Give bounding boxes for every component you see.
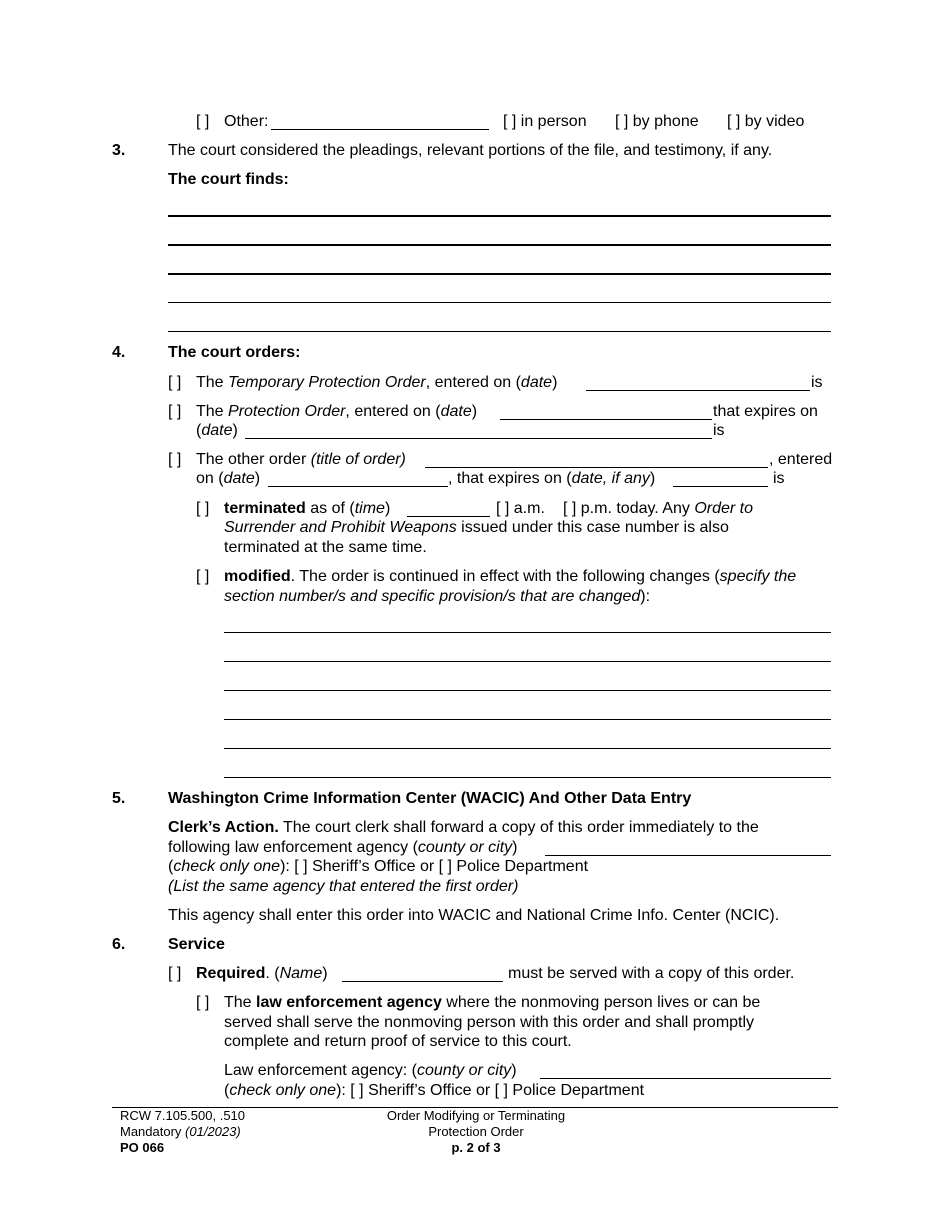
po-checkbox[interactable]: [ ] (168, 403, 182, 420)
other-order-date-field[interactable] (268, 486, 448, 487)
modified-line-1: modified. The order is continued in effect with the following changes (specify the (224, 568, 797, 585)
tpo-is: is (811, 374, 823, 391)
served-name-field[interactable] (342, 981, 503, 982)
service-agency-field[interactable] (540, 1078, 831, 1079)
other-order-on-date: on (date) (196, 470, 261, 487)
finds-line-3[interactable] (168, 273, 831, 275)
agency-enter-text: This agency shall enter this order into WACIC and National Crime Info. Center (NCIC). (168, 907, 780, 924)
section-3-text: The court considered the pleadings, relevant portions of the file, and testimony, if any. (168, 142, 773, 159)
other-order-is: is (773, 470, 785, 487)
law-enforcement-line-2: served shall serve the nonmoving person with this order and shall promptly (224, 1014, 755, 1031)
footer-mandatory: Mandatory (01/2023) (120, 1124, 241, 1139)
tpo-checkbox[interactable]: [ ] (168, 374, 182, 391)
modified-line-b[interactable] (224, 661, 831, 662)
modified-line-2: section number/s and specific provision/s that are changed): (224, 588, 651, 605)
other-order-title-field[interactable] (425, 467, 768, 468)
footer-rcw: RCW 7.105.500, .510 (120, 1108, 246, 1123)
po-expires: that expires on (713, 403, 818, 420)
clerk-check-only-one[interactable]: (check only one): [ ] Sheriff’s Office or [ ] Police Department (168, 858, 589, 875)
required-checkbox[interactable]: [ ] (168, 965, 182, 982)
other-order-expiry-field[interactable] (673, 486, 768, 487)
must-be-served-text: must be served with a copy of this order. (508, 965, 795, 982)
section-3-number: 3. (112, 142, 126, 159)
tpo-text: The Temporary Protection Order, entered on (date) (196, 374, 558, 391)
other-order-text: The other order (title of order) (196, 451, 406, 468)
footer-page-number: p. 2 of 3 (451, 1140, 501, 1155)
terminated-line-3: terminated at the same time. (224, 539, 427, 556)
law-enforcement-line-1: The law enforcement agency where the nonmoving person lives or can be (224, 994, 761, 1011)
court-finds-label: The court finds: (168, 171, 289, 188)
section-5-heading: Washington Crime Information Center (WACIC) And Other Data Entry (168, 790, 692, 807)
agency-label: Law enforcement agency: (county or city) (224, 1062, 517, 1079)
pm-option: [ ] p.m. today. Any Order to (563, 500, 754, 517)
other-checkbox[interactable]: [ ] (196, 113, 210, 130)
by-video-option[interactable]: [ ] by video (727, 113, 805, 130)
section-6-number: 6. (112, 936, 126, 953)
section-4-number: 4. (112, 344, 126, 361)
modified-checkbox[interactable]: [ ] (196, 568, 210, 585)
am-option[interactable]: [ ] a.m. (496, 500, 545, 517)
required-text: Required. (Name) (196, 965, 328, 982)
other-field[interactable] (271, 129, 489, 130)
other-order-expires: , that expires on (date, if any) (448, 470, 656, 487)
service-check-only-one[interactable]: (check only one): [ ] Sheriff’s Office or [ ] Police Department (224, 1082, 645, 1099)
list-same-agency: (List the same agency that entered the first order) (168, 878, 519, 895)
court-orders-heading: The court orders: (168, 344, 301, 361)
modified-line-c[interactable] (224, 690, 831, 691)
other-order-entered: , entered (769, 451, 833, 468)
po-text: The Protection Order, entered on (date) (196, 403, 478, 420)
modified-line-d[interactable] (224, 719, 831, 720)
po-date-field[interactable] (500, 419, 712, 420)
law-enforcement-line-3: complete and return proof of service to this court. (224, 1033, 572, 1050)
terminated-line-2: Surrender and Prohibit Weapons issued under this case number is also (224, 519, 729, 536)
in-person-option[interactable]: [ ] in person (503, 113, 587, 130)
clerk-action-line-1: Clerk’s Action. The court clerk shall forward a copy of this order immediately to the (168, 819, 759, 836)
footer-title-1: Order Modifying or Terminating (386, 1108, 566, 1123)
modified-line-f[interactable] (224, 777, 831, 778)
finds-line-1[interactable] (168, 215, 831, 217)
service-heading: Service (168, 936, 225, 953)
po-is: is (713, 422, 725, 439)
other-order-checkbox[interactable]: [ ] (168, 451, 182, 468)
footer-title-2: Protection Order (428, 1124, 524, 1139)
finds-line-4[interactable] (168, 302, 831, 303)
by-phone-option[interactable]: [ ] by phone (615, 113, 699, 130)
clerk-action-line-2: following law enforcement agency (county or city) (168, 839, 518, 856)
footer-form-number: PO 066 (120, 1140, 165, 1155)
section-5-number: 5. (112, 790, 126, 807)
modified-line-e[interactable] (224, 748, 831, 749)
modified-line-a[interactable] (224, 632, 831, 633)
tpo-date-field[interactable] (586, 390, 810, 391)
terminated-line-1: terminated as of (time) (224, 500, 391, 517)
po-date2-label: (date) (196, 422, 238, 439)
law-enforcement-checkbox[interactable]: [ ] (196, 994, 210, 1011)
finds-line-2[interactable] (168, 244, 831, 246)
terminated-checkbox[interactable]: [ ] (196, 500, 210, 517)
clerk-agency-field[interactable] (545, 855, 831, 856)
po-expiry-date-field[interactable] (245, 438, 712, 439)
finds-line-5[interactable] (168, 331, 831, 332)
other-label: Other: (224, 113, 269, 130)
terminated-time-field[interactable] (407, 516, 490, 517)
